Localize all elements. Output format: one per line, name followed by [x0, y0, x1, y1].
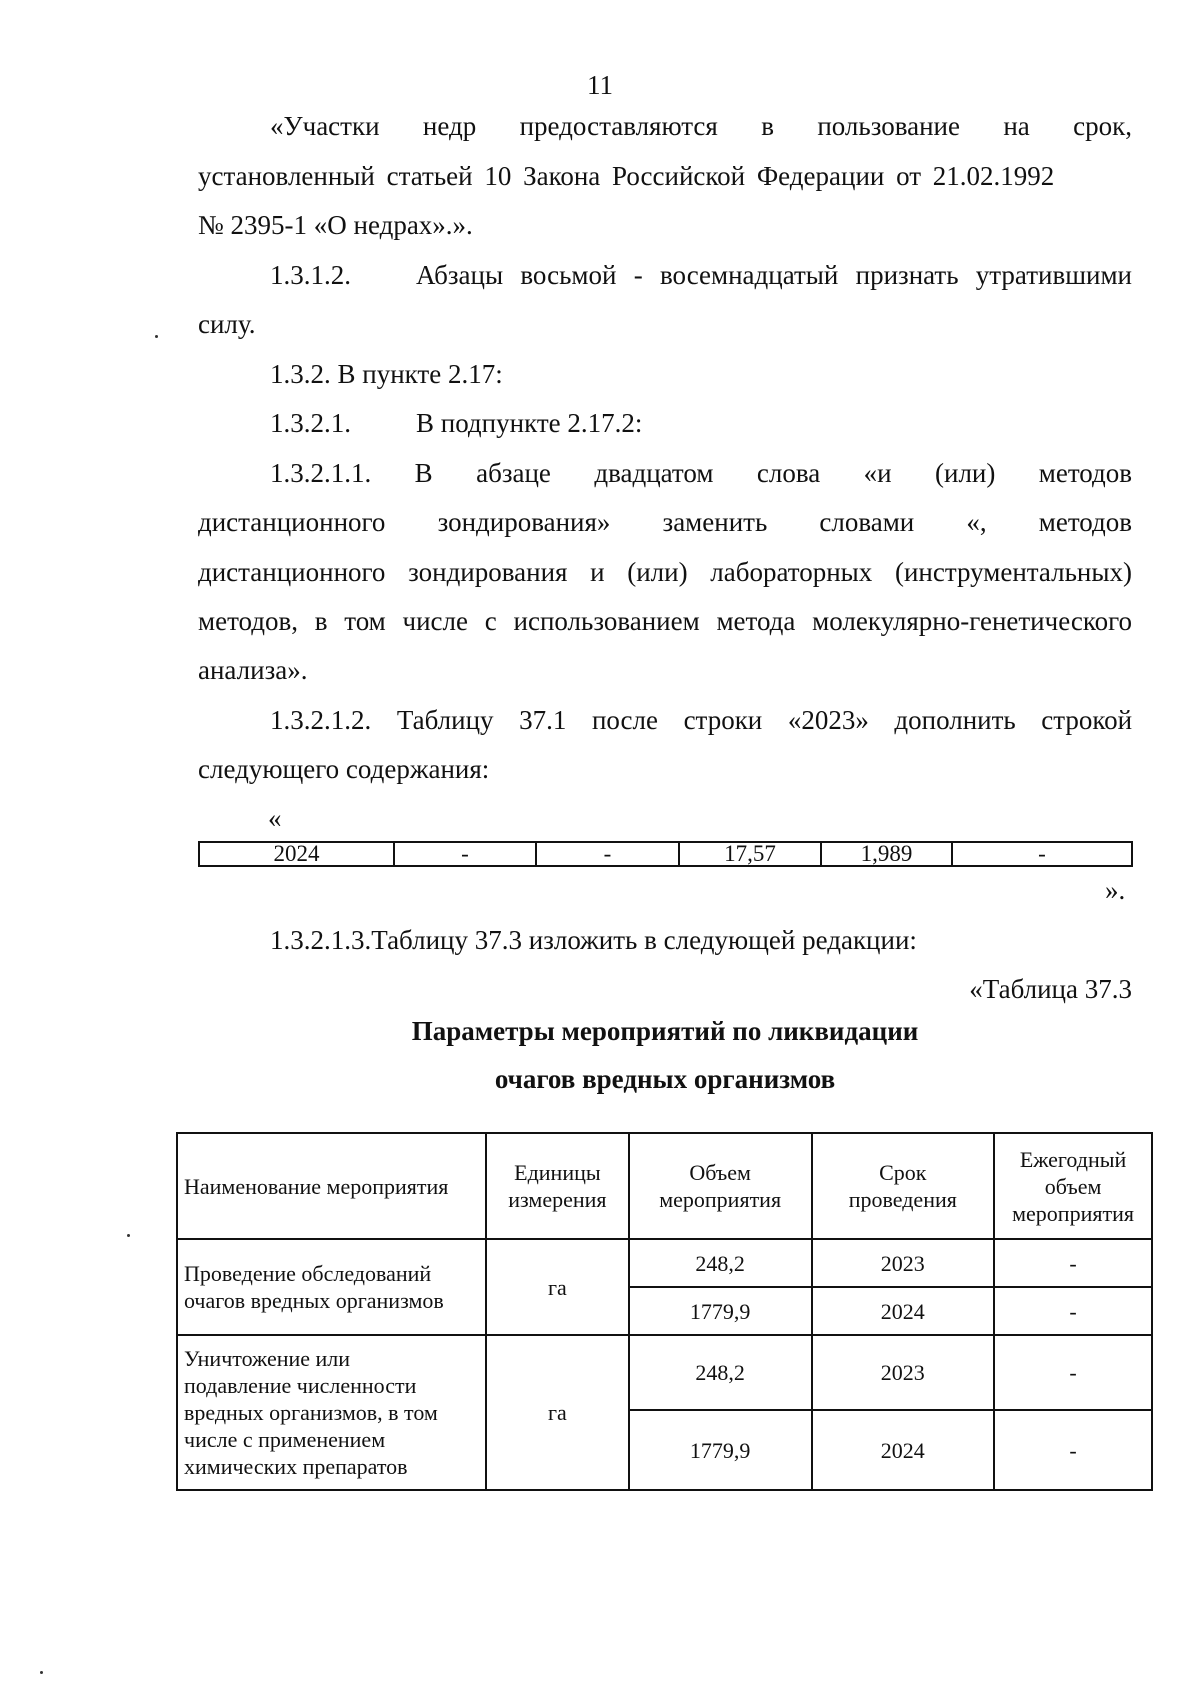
row-annual: -: [994, 1239, 1152, 1287]
p3-text: 1.3.2. В пункте 2.17:: [270, 359, 503, 389]
word: недр: [422, 111, 477, 141]
word: абзаце: [476, 458, 551, 488]
word: заменить: [662, 507, 768, 537]
word: в: [761, 111, 774, 141]
table-cell: -: [393, 843, 535, 865]
row-volume: 248,2: [629, 1239, 812, 1287]
table-header-row: [177, 1133, 1152, 1239]
row-year: 2023: [812, 1335, 995, 1410]
row-annual: -: [994, 1410, 1152, 1490]
header-term: Срок проведения: [812, 1133, 995, 1239]
word: строки: [683, 705, 763, 735]
row-name: Проведение обследований очагов вредных организмов: [177, 1239, 486, 1335]
scan-speck: [155, 335, 158, 338]
quote-open: «: [268, 803, 282, 833]
word: В: [414, 458, 433, 488]
word: «и: [863, 458, 892, 488]
p1-line2: установленный статьей 10 Закона Российской Федерации от 21.02.1992: [198, 161, 1055, 191]
word: строкой: [1041, 705, 1133, 735]
table-caption: «Таблица 37.3: [969, 974, 1132, 1004]
p1-line1: [270, 108, 1132, 144]
word: пользование: [817, 111, 960, 141]
p5-line5: анализа».: [198, 655, 308, 685]
word: «2023»: [787, 705, 869, 735]
word: зондирования»: [437, 507, 611, 537]
p6-line1: [270, 702, 1132, 738]
word: 37.1: [519, 705, 567, 735]
word: предоставляются: [519, 111, 718, 141]
row-volume: 1779,9: [629, 1287, 812, 1335]
p5-line1: [270, 455, 1132, 491]
p5-line2: [198, 504, 1132, 540]
row-annual: -: [994, 1287, 1152, 1335]
header-units: Единицы измерения: [486, 1133, 629, 1239]
scan-speck: [127, 1234, 130, 1237]
table-cell: 2024: [273, 841, 320, 866]
word: методов: [1038, 507, 1132, 537]
word: Таблицу: [396, 705, 494, 735]
header-volume: Объем мероприятия: [629, 1133, 812, 1239]
word: «Участки: [270, 111, 380, 141]
word: дистанционного: [198, 507, 386, 537]
table-row: [177, 1335, 1152, 1410]
table-37-3: [176, 1132, 1153, 1491]
table-cell: 17,57: [678, 843, 820, 865]
word: методов: [1038, 458, 1133, 488]
word: после: [591, 705, 659, 735]
row-volume: 248,2: [629, 1335, 812, 1410]
word: словами: [819, 507, 915, 537]
table-title-line2: очагов вредных организмов: [494, 1064, 836, 1094]
row-annual: -: [994, 1335, 1152, 1410]
p4-number: 1.3.2.1.: [270, 408, 351, 438]
row-unit: га: [486, 1335, 629, 1490]
header-name: Наименование мероприятия: [177, 1133, 486, 1239]
quote-close: ».: [1105, 875, 1126, 905]
p1-line3: № 2395-1 «О недрах».».: [198, 210, 473, 240]
p5-line4: методов, в том числе с использованием метода молекулярно-генетического: [198, 606, 1132, 636]
row-volume: 1779,9: [629, 1410, 812, 1490]
table-cell: 1,989: [820, 843, 951, 865]
word: 1.3.2.1.2.: [270, 705, 372, 735]
word: дополнить: [894, 705, 1016, 735]
word: срок,: [1073, 111, 1133, 141]
p4-text: В подпункте 2.17.2:: [416, 408, 643, 438]
p6-line2: следующего содержания:: [198, 754, 490, 784]
scan-speck: [40, 1671, 43, 1674]
p7-text: 1.3.2.1.3.Таблицу 37.3 изложить в следующей редакции:: [270, 925, 917, 955]
word: «,: [966, 507, 987, 537]
p2-text: Абзацы восьмой - восемнадцатый признать утратившими: [416, 260, 1132, 290]
word: двадцатом: [594, 458, 714, 488]
row-name: Уничтожение или подавление численности вредных организмов, в том числе с применением химических препаратов: [177, 1335, 486, 1490]
word: (или): [935, 458, 996, 488]
page-number: 11: [587, 70, 613, 100]
p2-number: 1.3.1.2.: [270, 260, 351, 290]
row-unit: га: [486, 1239, 629, 1335]
table-title-line1: Параметры мероприятий по ликвидации: [411, 1016, 919, 1046]
word: на: [1003, 111, 1030, 141]
row-year: 2023: [812, 1239, 995, 1287]
p2-continuation: силу.: [198, 309, 256, 339]
word: слова: [756, 458, 821, 488]
table-row: [177, 1239, 1152, 1287]
row-year: 2024: [812, 1410, 995, 1490]
table-cell: -: [951, 843, 1131, 865]
word: 1.3.2.1.1.: [270, 458, 372, 488]
header-annual: Ежегодный объем мероприятия: [994, 1133, 1152, 1239]
table-37-1-row: [198, 841, 1133, 867]
table-cell: -: [535, 843, 678, 865]
row-year: 2024: [812, 1287, 995, 1335]
p5-line3: дистанционного зондирования и (или) лабораторных (инструментальных): [198, 557, 1132, 587]
